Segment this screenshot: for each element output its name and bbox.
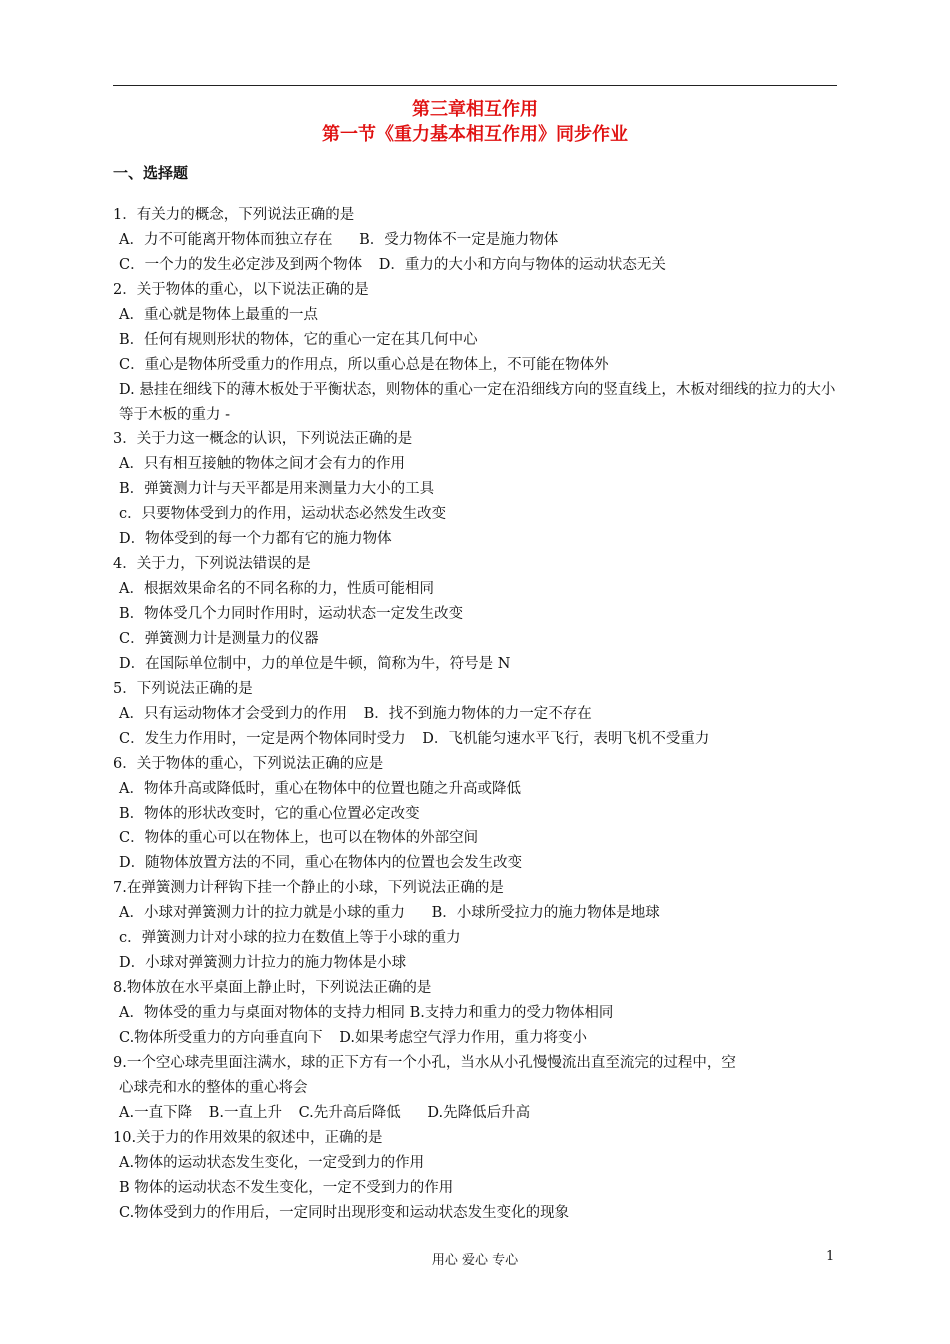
option: D．在国际单位制中，力的单位是牛顿，简称为牛，符号是 N [119,655,511,672]
option-row [113,727,843,752]
option: C.先升高后降低 [298,1104,401,1121]
option: D．重力的大小和方向与物体的运动状态无关 [378,256,666,273]
chapter-title: 第三章相互作用 [412,99,538,120]
option-row [113,901,843,926]
option: D.如果考虑空气浮力作用，重力将变小 [339,1029,588,1046]
page-number: 1 [826,1249,835,1264]
option: C．弹簧测力计是测量力的仪器 [119,630,319,647]
option: A．只有运动物体才会受到力的作用 [119,705,347,722]
option: A.一直下降 [119,1104,193,1121]
option-row [113,228,843,253]
question-stem: 6．关于物体的重心，下列说法正确的应是 [113,755,384,772]
option: D．小球对弹簧测力计拉力的施力物体是小球 [119,955,407,972]
option: A．只有相互接触的物体之间才会有力的作用 [119,456,405,473]
option: B．弹簧测力计与天平都是用来测量力大小的工具 [119,481,435,498]
option: B．物体受几个力同时作用时，运动状态一定发生改变 [119,606,464,623]
option: B.一直上升 [208,1104,282,1121]
question-stem: 4．关于力，下列说法错误的是 [113,556,311,573]
question-stem: 10.关于力的作用效果的叙述中，正确的是 [113,1129,383,1146]
option: c．只要物体受到力的作用，运动状态必然发生改变 [119,506,447,523]
question-stem: 8.物体放在水平桌面上静止时，下列说法正确的是 [113,980,432,997]
option: C．重心是物体所受重力的作用点，所以重心总是在物体上，不可能在物体外 [119,356,609,373]
option: C.物体受到力的作用后，一定同时出现形变和运动状态发生变化的现象 [119,1204,570,1221]
option: B．受力物体不一定是施力物体 [359,231,559,248]
option: C．一个力的发生必定涉及到两个物体 [119,256,363,273]
question-list [113,203,843,1225]
option: B．任何有规则形状的物体，它的重心一定在其几何中心 [119,331,478,348]
option-row [113,702,843,727]
question-stem-continued: 心球壳和水的整体的重心将会 [119,1079,308,1096]
option: A．力不可能离开物体而独立存在 [119,231,333,248]
section-title: 第一节《重力基本相互作用》同步作业 [322,124,628,145]
footer-motto: 用心 爱心 专心 [431,1253,519,1268]
option-row [113,1101,843,1126]
option: D．飞机能匀速水平飞行，表明飞机不受重力 [422,730,710,747]
option-row [113,1001,843,1026]
option: D．物体受到的每一个力都有它的施力物体 [119,531,392,548]
option: C．发生力作用时，一定是两个物体同时受力 [119,730,406,747]
option-row [113,1026,843,1051]
option: B．物体的形状改变时，它的重心位置必定改变 [119,805,420,822]
question-stem: 9.一个空心球壳里面注满水，球的正下方有一个小孔，当水从小孔慢慢流出直至流完的过程中，空 [113,1054,736,1071]
header-rule [113,85,837,86]
option: c．弹簧测力计对小球的拉力在数值上等于小球的重力 [119,930,461,947]
option: B 物体的运动状态不发生变化，一定不受到力的作用 [119,1179,454,1196]
option: D. 悬挂在细线下的薄木板处于平衡状态，则物体的重心一定在沿细线方向的竖直线上，木板对细线的拉力的大小等于木板的重力 - [119,381,836,423]
option: A．物体受的重力与桌面对物体的支持力相同 [119,1005,405,1022]
section-heading: 一、选择题 [113,164,189,182]
option: C.物体所受重力的方向垂直向下 [119,1029,323,1046]
question-stem: 7.在弹簧测力计秤钩下挂一个静止的小球，下列说法正确的是 [113,880,504,897]
option: B.支持力和重力的受力物体相同 [409,1005,614,1022]
question-stem: 1．有关力的概念，下列说法正确的是 [113,207,355,223]
option: A．物体升高或降低时，重心在物体中的位置也随之升高或降低 [119,780,521,797]
option: D.先降低后升高 [427,1104,531,1121]
option: A．根据效果命名的不同名称的力，性质可能相同 [119,581,434,598]
question-stem: 2．关于物体的重心，以下说法正确的是 [113,281,369,298]
option: B．找不到施力物体的力一定不存在 [363,705,592,722]
option: D．随物体放置方法的不同，重心在物体内的位置也会发生改变 [119,855,523,872]
question-stem: 3．关于力这一概念的认识，下列说法正确的是 [113,431,413,448]
option: A．小球对弹簧测力计的拉力就是小球的重力 [119,905,405,922]
option: B．小球所受拉力的施力物体是地球 [431,905,660,922]
option: A．重心就是物体上最重的一点 [119,306,318,323]
question-stem: 5．下列说法正确的是 [113,680,253,697]
option: A.物体的运动状态发生变化，一定受到力的作用 [119,1154,425,1171]
option-row [113,253,843,278]
option: C．物体的重心可以在物体上，也可以在物体的外部空间 [119,830,479,847]
